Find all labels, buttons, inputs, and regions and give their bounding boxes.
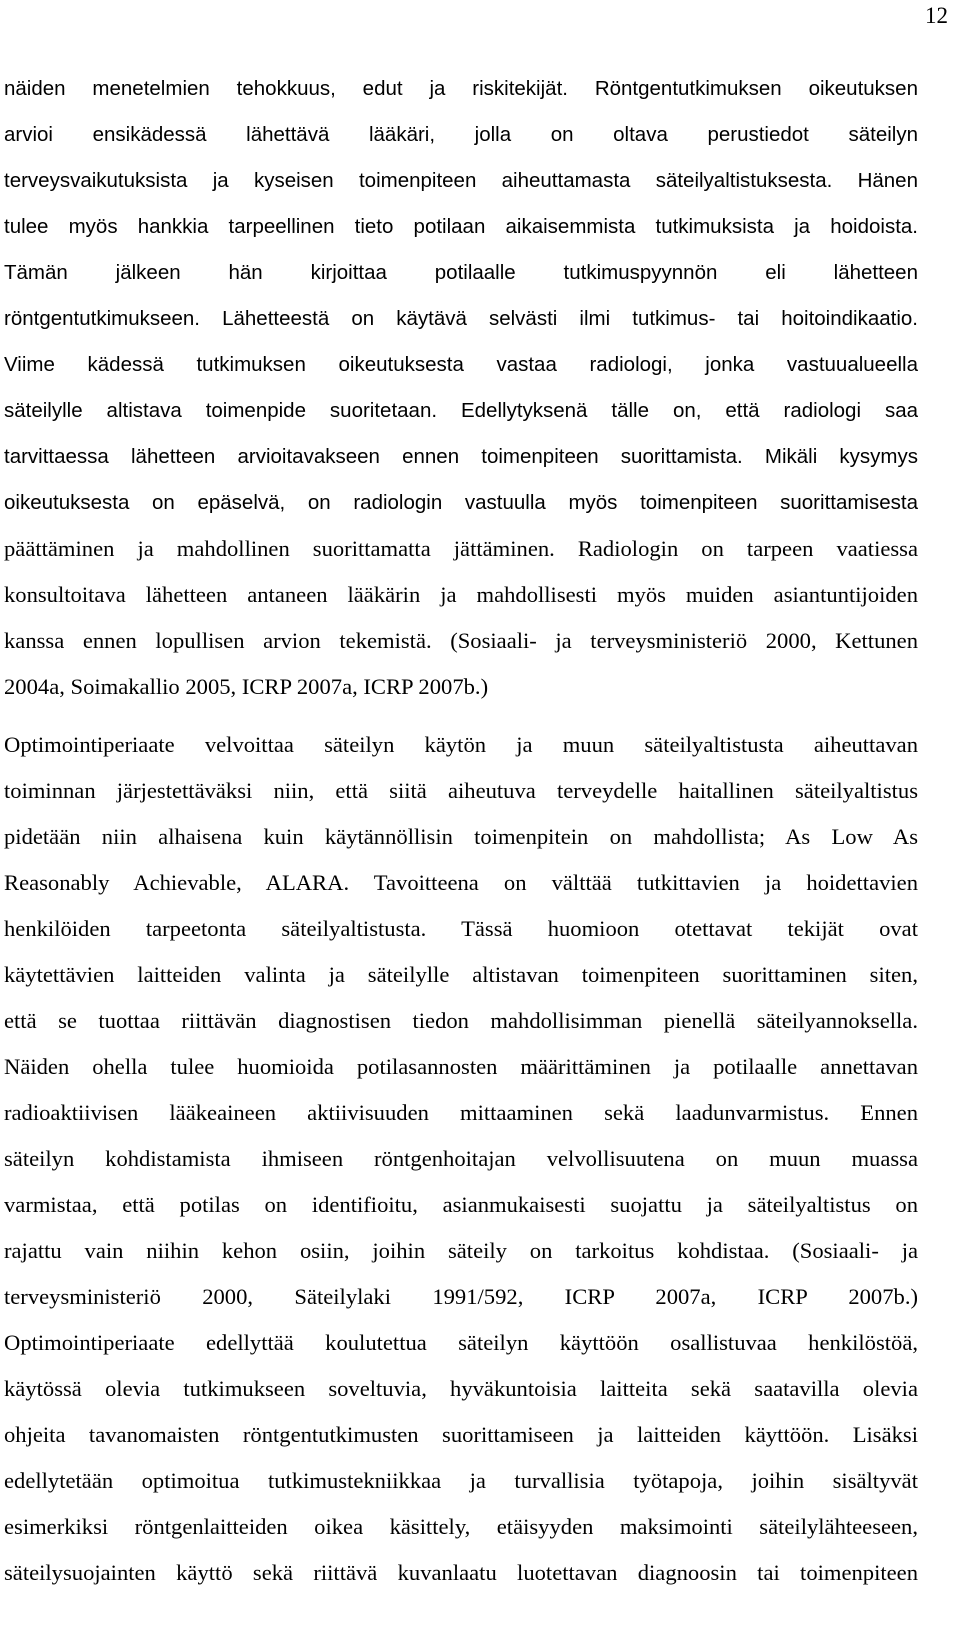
text-line: arvioi ensikädessä lähettävä lääkäri, jolla on oltava perustiedot säteilyn <box>4 123 918 146</box>
text-line: käytössä olevia tutkimukseen soveltuvia, hyväkuntoisia laitteita sekä saatavilla olevia <box>4 1376 918 1401</box>
text-line: henkilöiden tarpeetonta säteilyaltistusta. Tässä huomioon otettavat tekijät ovat <box>4 916 918 941</box>
text-line: kanssa ennen lopullisen arvion tekemistä. (Sosiaali- ja terveysministeriö 2000, Kettunen <box>4 628 918 653</box>
text-line: Viime kädessä tutkimuksen oikeutuksesta vastaa radiologi, jonka vastuualueella <box>4 353 918 376</box>
page-number: 12 <box>925 3 948 28</box>
text-line: että se tuottaa riittävän diagnostisen tiedon mahdollisimman pienellä säteilyannoksella. <box>4 1008 918 1033</box>
text-line: esimerkiksi röntgenlaitteiden oikea käsittely, etäisyyden maksimointi säteilylähteeseen, <box>4 1514 918 1539</box>
text-line: konsultoitava lähetteen antaneen lääkärin ja mahdollisesti myös muiden asiantuntijoiden <box>4 582 918 607</box>
text-line: edellytetään optimoitua tutkimustekniikkaa ja turvallisia työtapoja, joihin sisältyvät <box>4 1468 918 1493</box>
text-line: terveysvaikutuksista ja kyseisen toimenpiteen aiheuttamasta säteilyaltistuksesta. Hänen <box>4 169 918 192</box>
text-line: oikeutuksesta on epäselvä, on radiologin vastuulla myös toimenpiteen suorittamisesta <box>4 491 918 514</box>
text-line: röntgentutkimukseen. Lähetteestä on käytävä selvästi ilmi tutkimus- tai hoitoindikaatio. <box>4 307 918 330</box>
text-line: säteilylle altistava toimenpide suoritetaan. Edellytyksenä tälle on, että radiologi saa <box>4 399 918 422</box>
text-line: ohjeita tavanomaisten röntgentutkimusten suorittamiseen ja laitteiden käyttöön. Lisäksi <box>4 1422 918 1447</box>
text-line: säteilyn kohdistamista ihmiseen röntgenhoitajan velvollisuutena on muun muassa <box>4 1146 918 1171</box>
text-line: tarvittaessa lähetteen arvioitavakseen ennen toimenpiteen suorittamista. Mikäli kysymys <box>4 445 918 468</box>
text-line: Reasonably Achievable, ALARA. Tavoitteena on välttää tutkittavien ja hoidettavien <box>4 870 918 895</box>
text-line: tulee myös hankkia tarpeellinen tieto potilaan aikaisemmista tutkimuksista ja hoidoista. <box>4 215 918 238</box>
text-line: Tämän jälkeen hän kirjoittaa potilaalle tutkimuspyynnön eli lähetteen <box>4 261 918 284</box>
text-line: Näiden ohella tulee huomioida potilasannosten määrittäminen ja potilaalle annettavan <box>4 1054 918 1079</box>
text-line: rajattu vain niihin kehon osiin, joihin säteily on tarkoitus kohdistaa. (Sosiaali- ja <box>4 1238 918 1263</box>
text-line: varmistaa, että potilas on identifioitu, asianmukaisesti suojattu ja säteilyaltistus on <box>4 1192 918 1217</box>
paragraph-oikeutus <box>4 66 918 710</box>
text-line: päättäminen ja mahdollinen suorittamatta jättäminen. Radiologin on tarpeen vaatiessa <box>4 536 918 561</box>
text-line: pidetään niin alhaisena kuin käytännöllisin toimenpitein on mahdollista; As Low As <box>4 824 918 849</box>
text-line: 2004a, Soimakallio 2005, ICRP 2007a, ICRP 2007b.) <box>4 674 489 699</box>
text-line: käytettävien laitteiden valinta ja säteilylle altistavan toimenpiteen suorittaminen siten, <box>4 962 918 987</box>
text-line: näiden menetelmien tehokkuus, edut ja riskitekijät. Röntgentutkimuksen oikeutuksen <box>4 77 918 100</box>
text-line: toiminnan järjestettäväksi niin, että siitä aiheutuva terveydelle haitallinen säteilyaltistus <box>4 778 918 803</box>
paragraph-optimointi <box>4 722 918 1596</box>
text-line: radioaktiivisen lääkeaineen aktiivisuuden mittaaminen sekä laadunvarmistus. Ennen <box>4 1100 918 1125</box>
text-line: säteilysuojainten käyttö sekä riittävä kuvanlaatu luotettavan diagnoosin tai toimenpiteen <box>4 1560 918 1585</box>
text-line: Optimointiperiaate velvoittaa säteilyn käytön ja muun säteilyaltistusta aiheuttavan <box>4 732 918 757</box>
text-line: Optimointiperiaate edellyttää koulutettua säteilyn käyttöön osallistuvaa henkilöstöä, <box>4 1330 918 1355</box>
text-line: terveysministeriö 2000, Säteilylaki 1991/592, ICRP 2007a, ICRP 2007b.) <box>4 1284 918 1309</box>
